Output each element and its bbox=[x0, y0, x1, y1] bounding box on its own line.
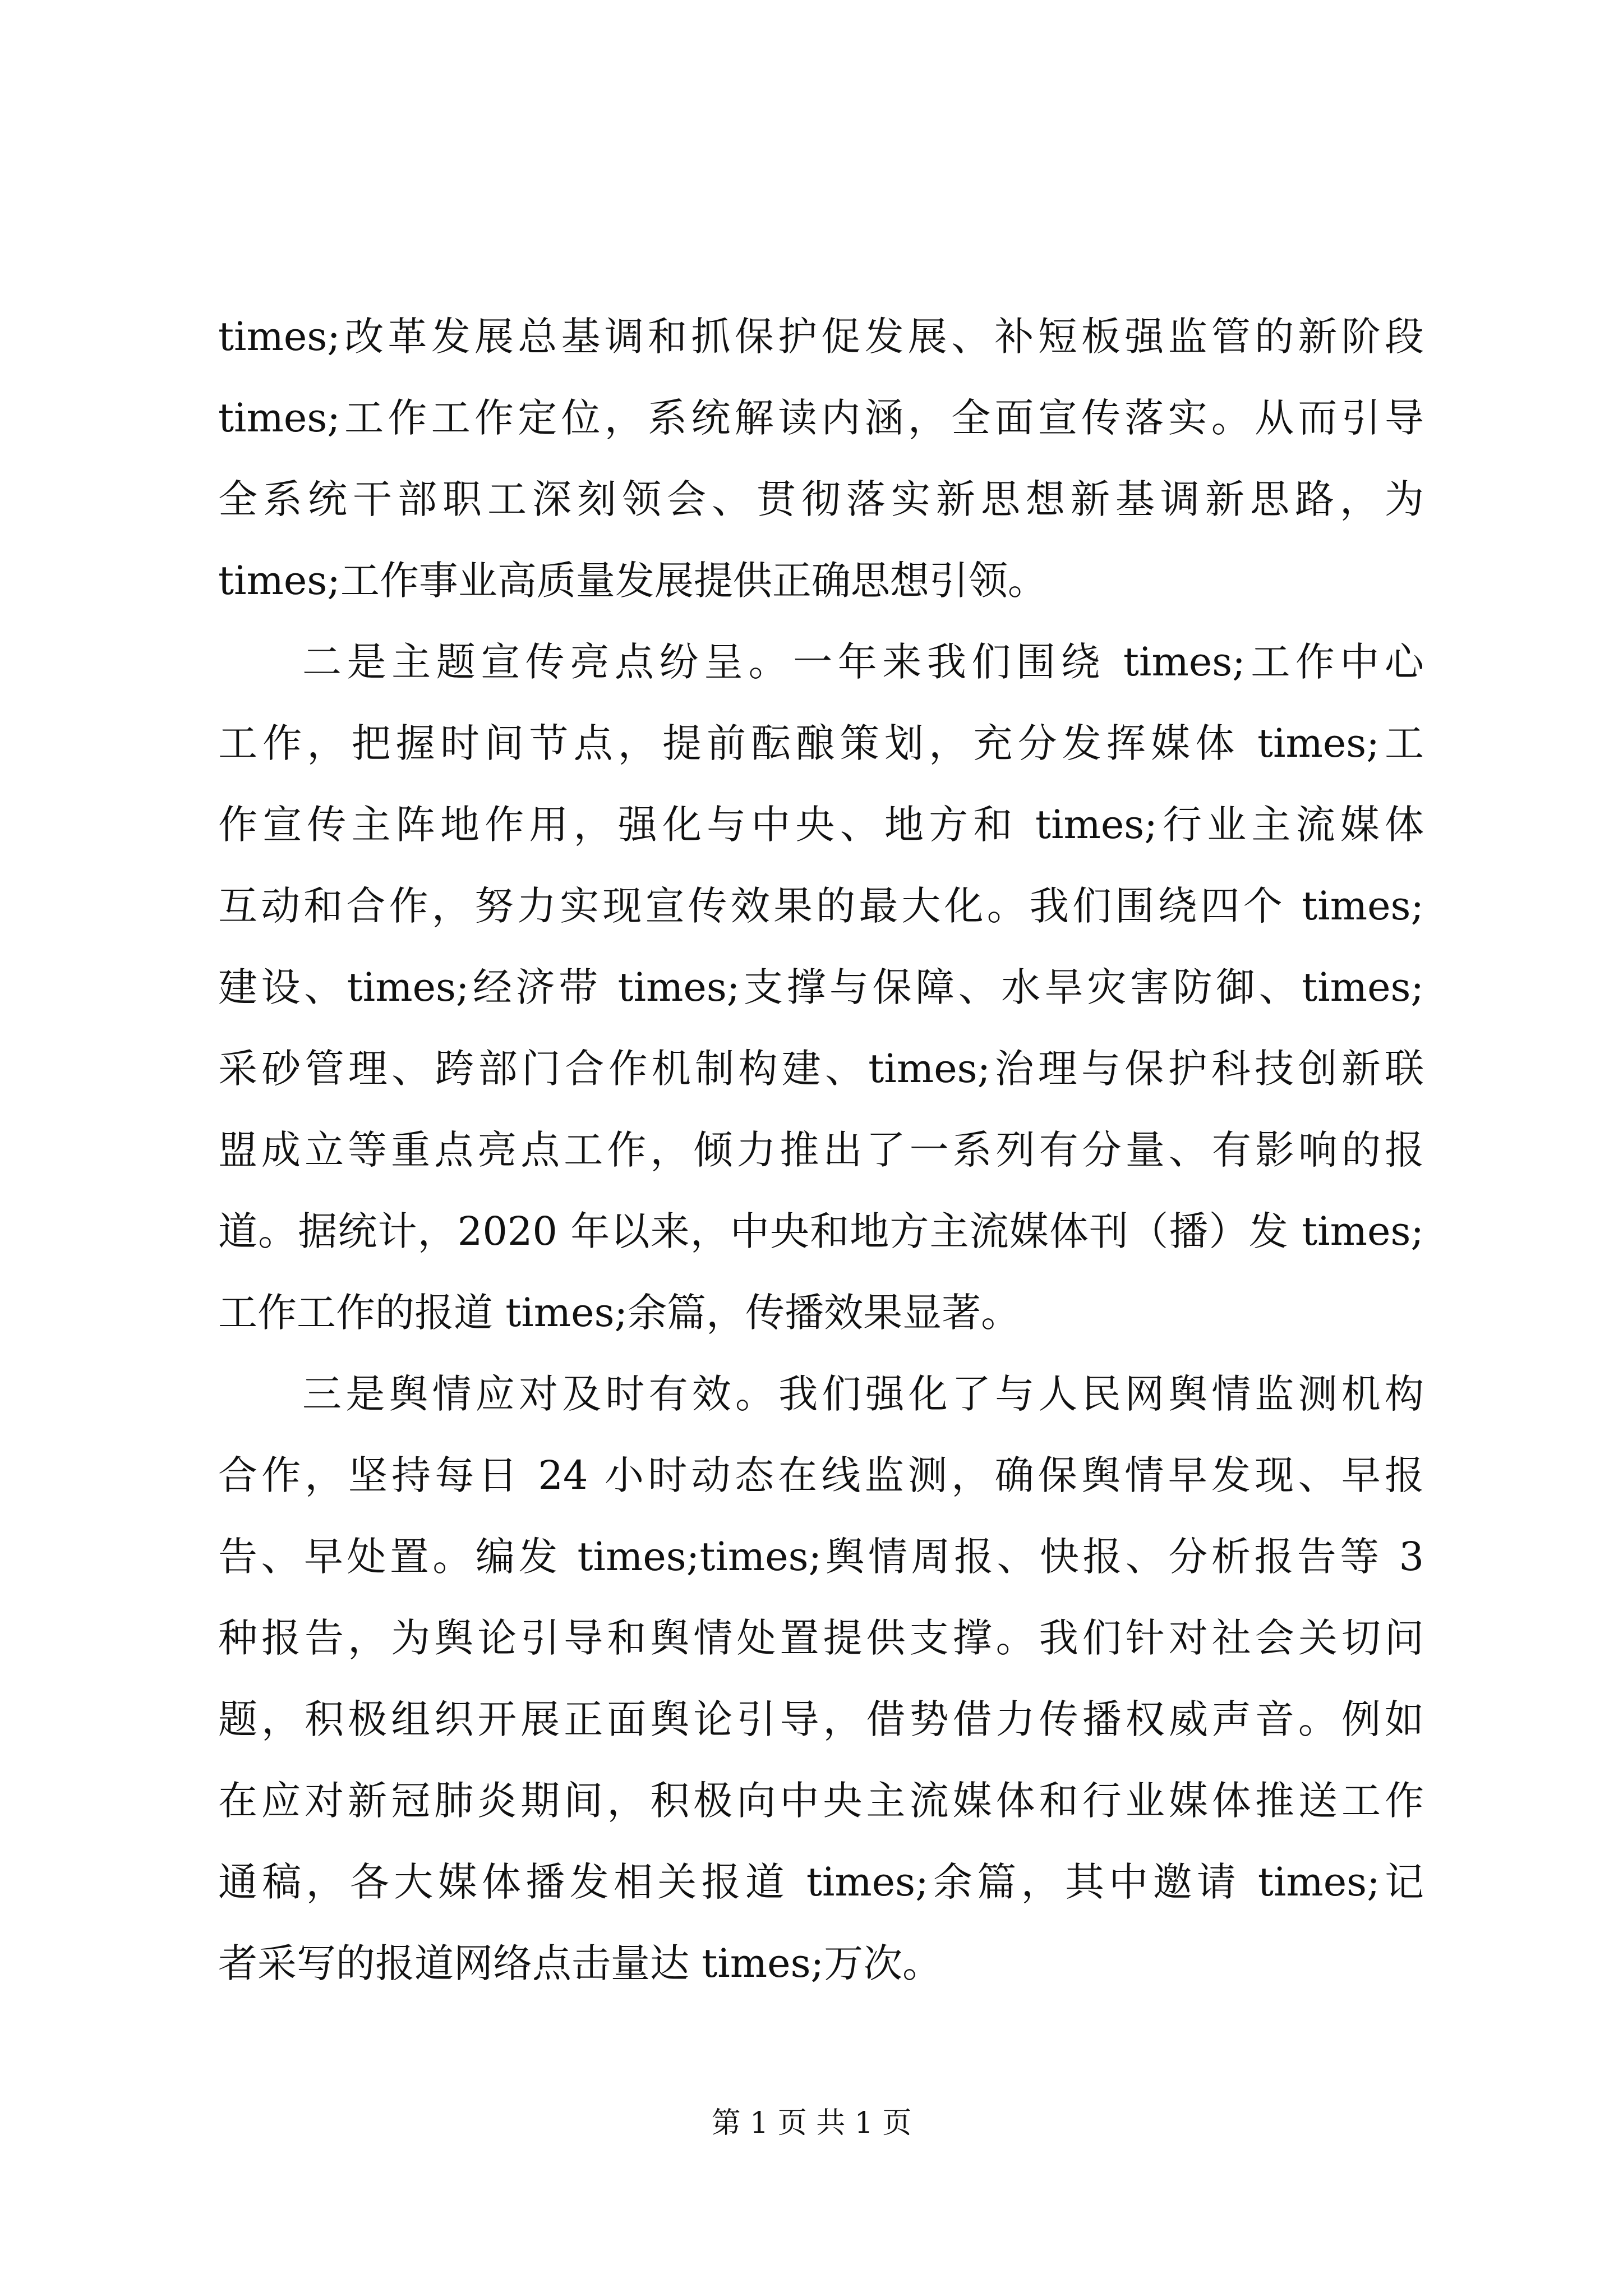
paragraph-line: 种报告，为舆论引导和舆情处置提供支撑。我们针对社会关切问 bbox=[218, 1615, 1424, 1661]
paragraph-line: 采砂管理、跨部门合作机制构建、times;治理与保护科技创新联 bbox=[218, 1046, 1424, 1092]
paragraph-line: 题，积极组织开展正面舆论引导，借势借力传播权威声音。例如 bbox=[218, 1696, 1424, 1742]
paragraph-line: 互动和合作，努力实现宣传效果的最大化。我们围绕四个 times; bbox=[218, 883, 1424, 929]
paragraph-line: 全系统干部职工深刻领会、贯彻落实新思想新基调新思路，为 bbox=[218, 476, 1424, 522]
paragraph-line: 道。据统计，2020 年以来，中央和地方主流媒体刊（播）发 times; bbox=[218, 1208, 1424, 1254]
paragraph-line: 合作，坚持每日 24 小时动态在线监测，确保舆情早发现、早报 bbox=[218, 1452, 1424, 1498]
paragraph-line: 在应对新冠肺炎期间，积极向中央主流媒体和行业媒体推送工作 bbox=[218, 1778, 1424, 1824]
paragraph-line: 通稿，各大媒体播发相关报道 times;余篇，其中邀请 times;记 bbox=[218, 1859, 1424, 1905]
paragraph-line: 者采写的报道网络点击量达 times;万次。 bbox=[218, 1940, 942, 1986]
page-number-footer: 第 1 页 共 1 页 bbox=[711, 2106, 912, 2140]
paragraph-line: times;工作事业高质量发展提供正确思想引领。 bbox=[218, 558, 1047, 604]
paragraph-line: 告、早处置。编发 times;times;舆情周报、快报、分析报告等 3 bbox=[218, 1534, 1424, 1580]
paragraph-first-line: 三是舆情应对及时有效。我们强化了与人民网舆情监测机构 bbox=[302, 1371, 1424, 1417]
paragraph-line: times;改革发展总基调和抓保护促发展、补短板强监管的新阶段 bbox=[218, 314, 1424, 360]
paragraph-line: 工作，把握时间节点，提前酝酿策划，充分发挥媒体 times;工 bbox=[218, 720, 1424, 766]
paragraph-first-line: 二是主题宣传亮点纷呈。一年来我们围绕 times;工作中心 bbox=[302, 639, 1424, 685]
paragraph-line: 作宣传主阵地作用，强化与中央、地方和 times;行业主流媒体 bbox=[218, 802, 1424, 848]
paragraph-line: times;工作工作定位，系统解读内涵，全面宣传落实。从而引导 bbox=[218, 395, 1424, 441]
paragraph-line: 盟成立等重点亮点工作，倾力推出了一系列有分量、有影响的报 bbox=[218, 1127, 1424, 1173]
paragraph-line: 工作工作的报道 times;余篇，传播效果显著。 bbox=[218, 1290, 1021, 1336]
paragraph-line: 建设、times;经济带 times;支撑与保障、水旱灾害防御、times; bbox=[218, 964, 1424, 1010]
